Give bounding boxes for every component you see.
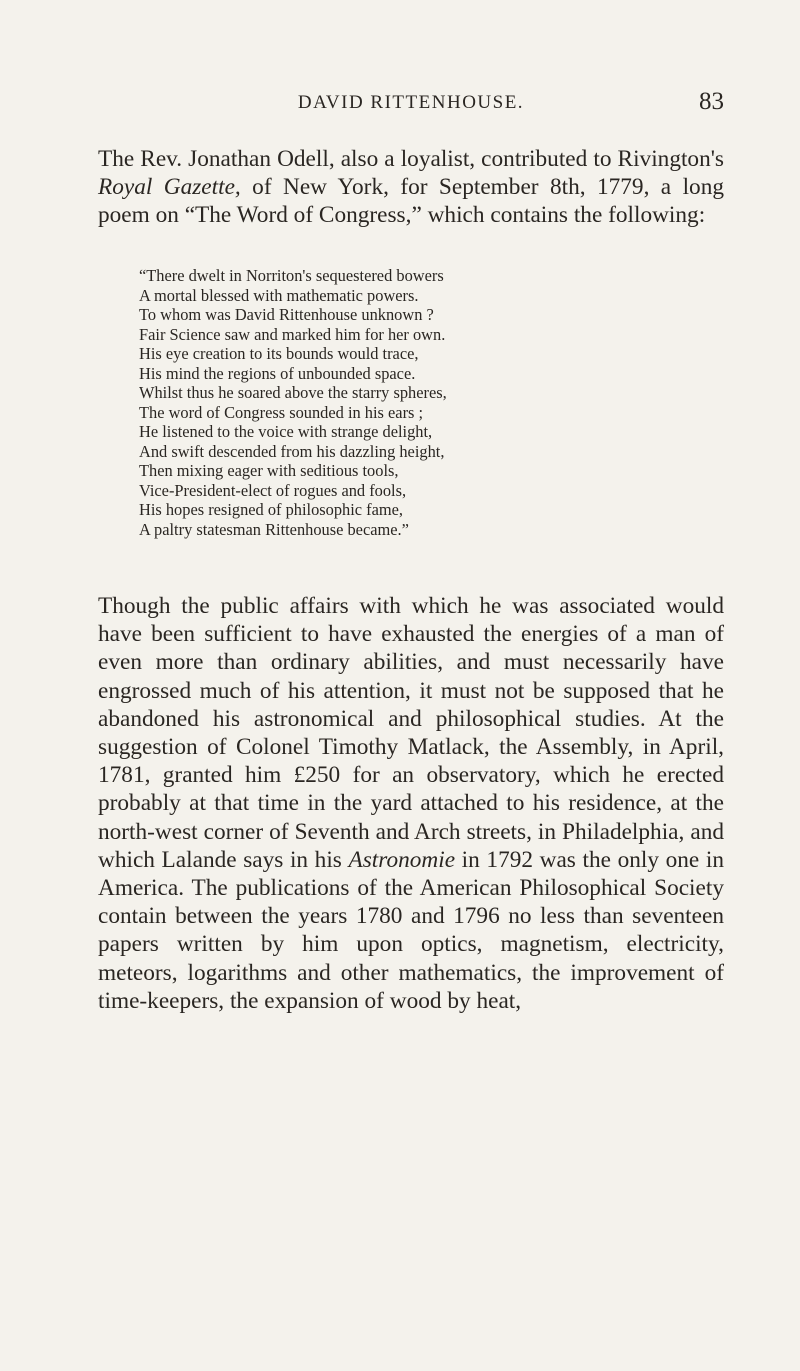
poem-line: The word of Congress sounded in his ears ; [139, 402, 424, 422]
poem-line: Whilst thus he soared above the starry spheres, [139, 383, 447, 402]
poem-line: His mind the regions of unbounded space. [139, 363, 416, 383]
poem-line: His hopes resigned of philosophic fame, [139, 500, 404, 519]
book-title: Astronomie [348, 846, 456, 873]
poem-line: A mortal blessed with mathematic powers. [139, 285, 419, 305]
newspaper-title: Royal Gazette, [98, 174, 241, 201]
page-number: 83 [699, 88, 724, 115]
poem-line: Vice-President-elect of rogues and fools, [139, 480, 407, 500]
paragraph-intro [98, 145, 724, 230]
paragraph-main-text-1: Though the public affairs with which he was associated would have been sufficient to have exhausted the energies of a man of even more than ordinary abilities, and must necessarily have engrossed much of his attention, it must not be supposed that he abandoned his astronomical and philosophical studies. At the suggestion of Colonel Timothy Matlack, the Assembly, in April, 1781, granted him £250 for an observatory, which he erected probably at that time in the yard attached to his residence, at the north-west corner of Seventh and Arch streets, in Philadelphia, and which Lalande says in his [98, 593, 724, 873]
poem-line: He listened to the voice with strange delight, [139, 422, 433, 441]
poem-line: Fair Science saw and marked him for her own. [139, 324, 446, 344]
running-title: DAVID RITTENHOUSE. [297, 92, 525, 113]
paragraph-main [98, 592, 724, 1015]
paragraph-main-text-2: in 1792 was the only one in America. The publications of the American Philosophical Society contain between the years 1780 and 1796 no less than seventeen papers written by him upon optics, magnetism, electricity, meteors, logarithms and other mathematics, the improvement of time-keepers, the expansion of wood by heat, [98, 846, 724, 1014]
poem-line: A paltry statesman Rittenhouse became.” [139, 519, 409, 539]
paragraph-intro-text-2: of New York, for September 8th, 1779, a long poem on “The Word of Congress,” which contains the following: [98, 174, 724, 229]
poem-line: And swift descended from his dazzling height, [139, 441, 445, 461]
paragraph-intro-text-1: The Rev. Jonathan Odell, also a loyalist, contributed to Rivington's [98, 146, 724, 172]
poem-line: “There dwelt in Norriton's sequestered bowers [139, 266, 444, 285]
running-head [98, 88, 724, 118]
poem-quotation [139, 266, 729, 539]
poem-line: His eye creation to its bounds would trace, [139, 344, 419, 363]
poem-line: Then mixing eager with seditious tools, [139, 461, 399, 480]
poem-line: To whom was David Rittenhouse unknown ? [139, 305, 434, 324]
